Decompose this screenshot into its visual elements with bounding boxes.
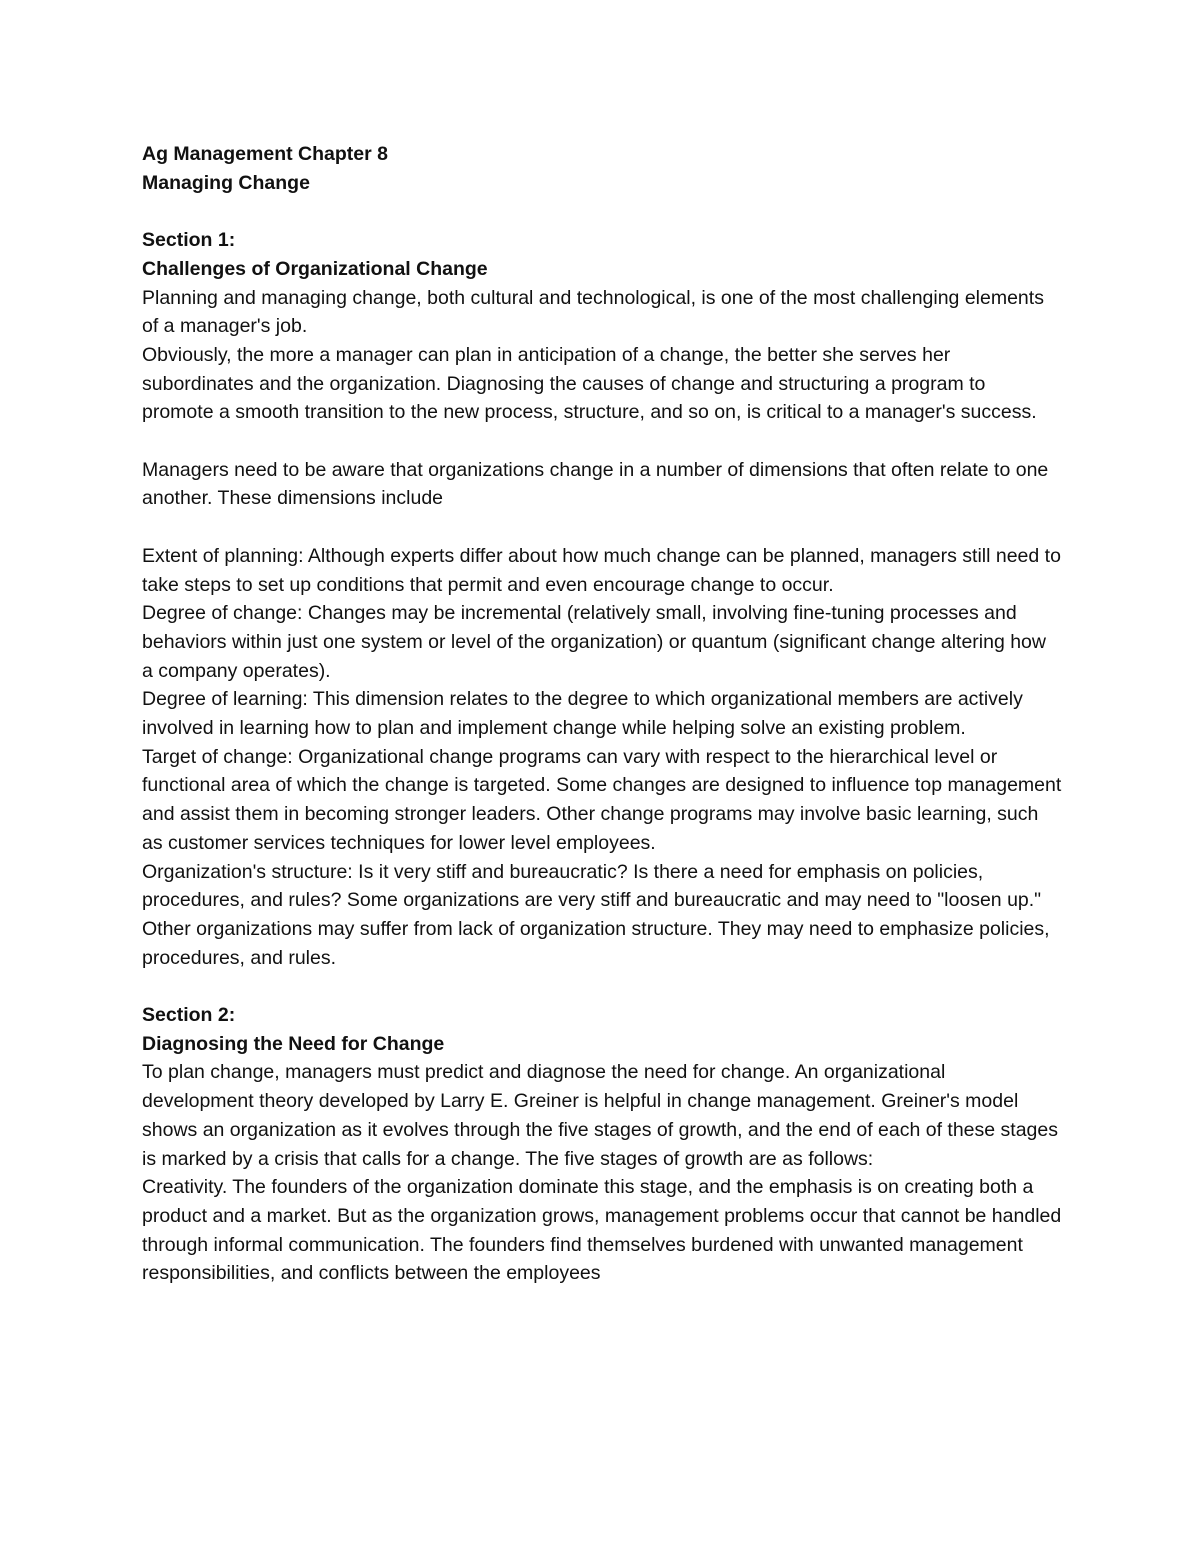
dimension-item-degree-of-learning: Degree of learning: This dimension relates to the degree to which organizational members are actively involved in learning how to plan and implement change while helping solve an existing problem. bbox=[142, 688, 1023, 740]
section-2-heading: Section 2: bbox=[142, 1004, 236, 1027]
section-1-paragraph: Managers need to be aware that organizations change in a number of dimensions that often relate to one another. These dimensions include bbox=[142, 458, 1049, 510]
section-1-paragraph: Planning and managing change, both cultural and technological, is one of the most challenging elements of a manager's job. bbox=[142, 286, 1044, 338]
spacer bbox=[142, 513, 1062, 542]
document-title: Ag Management Chapter 8 bbox=[142, 143, 388, 165]
document-body bbox=[142, 140, 1062, 1288]
dimension-item-organization-structure: Organization's structure: Is it very stiff and bureaucratic? Is there a need for emphasis on policies, procedures, and rules? Some organizations are very stiff and bureaucratic and may need to "loosen up." Other organizations may suffer from lack of organization structure. They may need to emphasize policies, procedures, and rules. bbox=[142, 860, 1050, 969]
section-2-title: Diagnosing the Need for Change bbox=[142, 1032, 445, 1055]
dimension-item-degree-of-change: Degree of change: Changes may be incremental (relatively small, involving fine-tuning processes and behaviors within just one system or level of the organization) or quantum (significant change altering how a company operates). bbox=[142, 602, 1046, 682]
section-1-heading: Section 1: bbox=[142, 229, 236, 252]
section-2-paragraph: To plan change, managers must predict and diagnose the need for change. An organizational development theory developed by Larry E. Greiner is helpful in change management. Greiner's model shows an organization as it evolves through the five stages of growth, and the end of each of these stages is marked by a crisis that calls for a change. The five stages of growth are as follows: bbox=[142, 1061, 1058, 1170]
section-1-title: Challenges of Organizational Change bbox=[142, 257, 488, 280]
section-1-paragraph: Obviously, the more a manager can plan in anticipation of a change, the better she serves her subordinates and the organization. Diagnosing the causes of change and structuring a program to promote a smooth transition to the new process, structure, and so on, is critical to a manager's success. bbox=[142, 343, 1037, 424]
dimension-item-extent-of-planning: Extent of planning: Although experts differ about how much change can be planned, managers still need to take steps to set up conditions that permit and even encourage change to occur. bbox=[142, 544, 1061, 596]
document-subtitle: Managing Change bbox=[142, 171, 310, 194]
spacer bbox=[142, 427, 1062, 456]
dimension-item-target-of-change: Target of change: Organizational change programs can vary with respect to the hierarchical level or functional area of which the change is targeted. Some changes are designed to influence top management and assist them in becoming stronger leaders. Other change programs may involve basic learning, such as customer services techniques for lower level employees. bbox=[142, 745, 1062, 854]
spacer bbox=[142, 197, 1062, 226]
section-2-paragraph: Creativity. The founders of the organization dominate this stage, and the emphasis is on creating both a product and a market. But as the organization grows, management problems occur that cannot be handled through informal communication. The founders find themselves burdened with unwanted management responsibilities, and conflicts between the employees bbox=[142, 1176, 1062, 1285]
spacer bbox=[142, 972, 1062, 1001]
